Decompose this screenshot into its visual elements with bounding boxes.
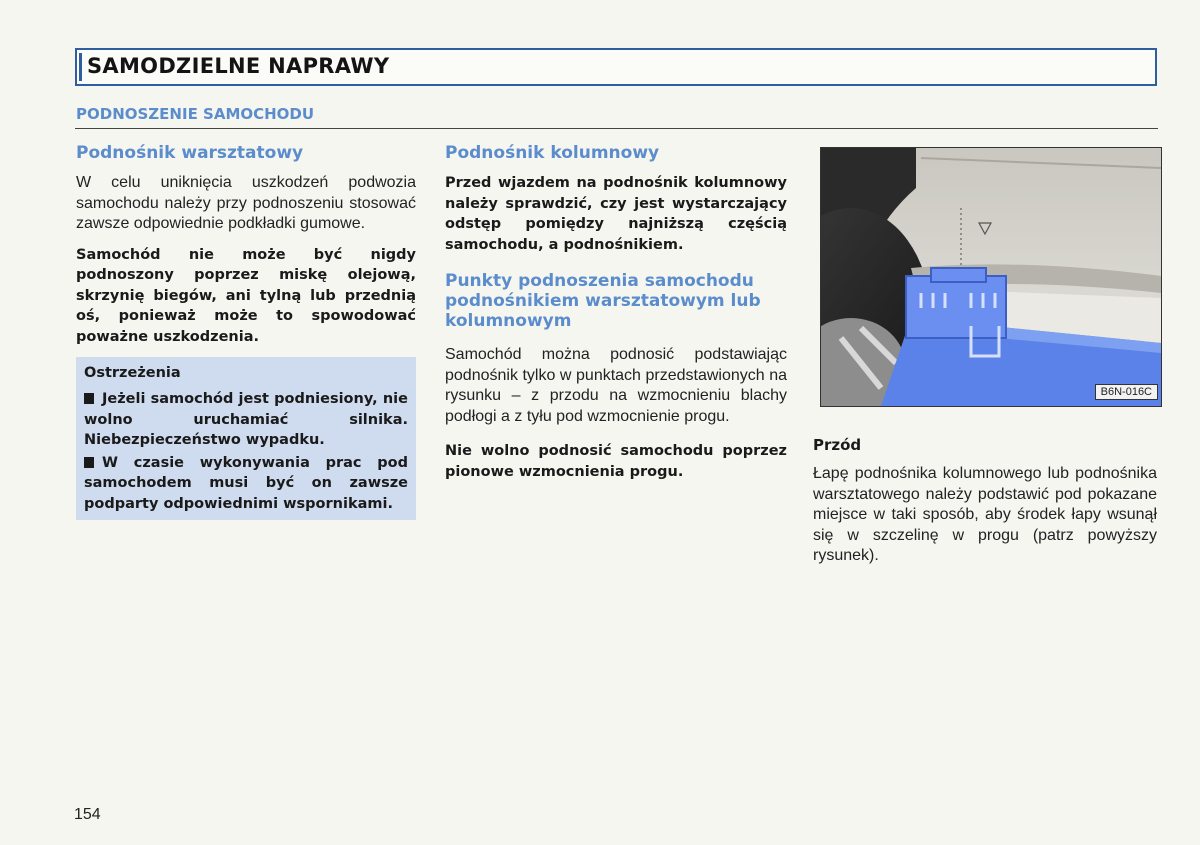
- warning-item: [84, 453, 408, 515]
- chapter-title: SAMODZIELNE NAPRAWY: [87, 54, 390, 78]
- lifting-points-heading: Punkty podnoszenia samochodu podnośnikiem warsztatowym lub kolumnowym: [445, 271, 761, 331]
- jack-pad-top: [931, 268, 986, 282]
- middle-column: [445, 143, 787, 492]
- square-bullet-icon: [84, 393, 94, 404]
- header-accent-bar: [79, 53, 82, 81]
- workshop-jack-caution: Samochód nie może być nigdy podnoszony poprzez miskę olejową, skrzynię biegów, ani tylną lub przednią oś, ponieważ może to spowodować poważne uszkodzenia.: [76, 246, 416, 345]
- warning-title: Ostrzeżenia: [84, 365, 181, 381]
- workshop-jack-heading: Podnośnik warsztatowy: [76, 143, 304, 163]
- lifting-point-photo: [820, 147, 1162, 407]
- image-reference-label: B6N-016C: [1095, 384, 1158, 400]
- lifting-point-illustration: [821, 148, 1161, 406]
- square-bullet-icon: [84, 457, 94, 468]
- section-heading: PODNOSZENIE SAMOCHODU: [76, 105, 315, 123]
- section-divider: [75, 128, 1158, 129]
- warning-item: [84, 389, 408, 451]
- warning-item-text: Jeżeli samochód jest podniesiony, nie wolno uruchamiać silnika. Niebezpieczeństwo wypadku.: [84, 391, 408, 448]
- lifting-points-caution: Nie wolno podnosić samochodu poprzez pionowe wzmocnienia progu.: [445, 443, 787, 480]
- warning-item-text: W czasie wykonywania prac pod samochodem musi być on zawsze podparty odpowiednimi wspornikami.: [84, 454, 408, 512]
- lifting-points-paragraph: Samochód można podnosić podstawiając podnośnik tylko w punktach przedstawionych na rysunku – z przodu na wzmocnieniu blachy podłogi a z tyłu pod wzmocnienie progu.: [445, 346, 787, 425]
- warning-box: [76, 357, 416, 520]
- column-lift-caution: Przed wjazdem na podnośnik kolumnowy należy sprawdzić, czy jest wystarczający odstęp pomiędzy najniższą częścią samochodu, a podnośnikiem.: [445, 175, 787, 253]
- workshop-jack-paragraph: W celu uniknięcia uszkodzeń podwozia samochodu należy przy podnoszeniu stosować zawsze odpowiednie podkładki gumowe.: [76, 174, 416, 232]
- caption-heading: Przód: [813, 436, 862, 454]
- caption-text: Łapę podnośnika kolumnowego lub podnośnika warsztatowego należy podstawić pod pokazane miejsce w taki sposób, aby środek łapy wsunął się w szczelinę w progu (patrz powyższy rysunek).: [813, 465, 1157, 564]
- left-column: [76, 143, 416, 520]
- chapter-header-box: [75, 48, 1157, 86]
- column-lift-heading: Podnośnik kolumnowy: [445, 143, 660, 163]
- page-number: 154: [74, 806, 101, 823]
